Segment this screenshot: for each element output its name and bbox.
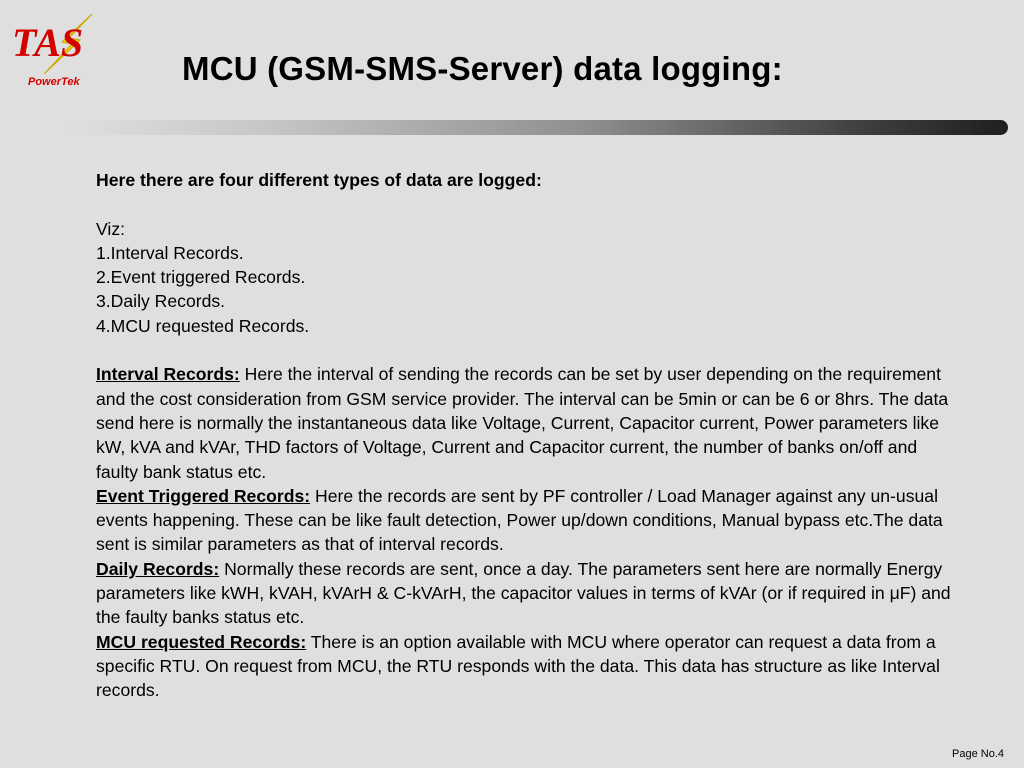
list-item: 2.Event triggered Records.: [96, 267, 306, 288]
header-divider: [68, 120, 1008, 135]
section-event-triggered-records: [96, 484, 956, 557]
logo-letters: TAS: [12, 20, 84, 65]
list-item: 1.Interval Records.: [96, 242, 244, 263]
list-item: 3.Daily Records.: [96, 291, 226, 312]
slide-content: [96, 168, 956, 703]
page-number: Page No.4: [952, 748, 1004, 760]
intro-text: Here there are four different types of data are logged:: [96, 170, 542, 190]
list-item: 4.MCU requested Records.: [96, 315, 310, 336]
spacer: [96, 192, 956, 216]
section-interval-records: [96, 362, 956, 483]
logo-subtitle: PowerTek: [28, 76, 80, 88]
page-title: MCU (GSM-SMS-Server) data logging:: [182, 50, 783, 87]
section-text: Normally these records are sent, once a day. The parameters sent here are normally Energy parameters like kWH, kVAH, kVArH & C-kVArH, the capacitor values in terms of kVAr (or if required in μF) and the faulty banks status etc.: [96, 558, 951, 628]
section-daily-records: [96, 557, 956, 630]
section-text: There is an option available with MCU where operator can request a data from a specific RTU. On request from MCU, the RTU responds with the data. This data has structure as like Interval records.: [96, 631, 940, 701]
spacer: [96, 338, 956, 362]
section-label: Event Triggered Records:: [96, 485, 311, 506]
section-label: MCU requested Records:: [96, 631, 307, 652]
section-text: Here the records are sent by PF controller / Load Manager against any un-usual events happening. These can be like fault detection, Power up/down conditions, Manual bypass etc.The data sent is similar parameters as that of interval records.: [96, 485, 943, 555]
tas-powertek-logo: [6, 12, 102, 88]
viz-label: Viz:: [96, 218, 126, 239]
section-mcu-requested-records: [96, 630, 956, 703]
section-label: Daily Records:: [96, 558, 220, 579]
logo-graphic: [6, 12, 102, 82]
section-text: Here the interval of sending the records can be set by user depending on the requirement and the cost consideration from GSM service provider. The interval can be 5min or can be 6 or 8hrs. The data send here is normally the instantaneous data like Voltage, Current, Capacitor current, Power parameters like kW, kVA and kVAr, THD factors of Voltage, Current and Capacitor current, the number of banks on/off and faulty bank status etc.: [96, 364, 949, 482]
section-label: Interval Records:: [96, 364, 240, 385]
